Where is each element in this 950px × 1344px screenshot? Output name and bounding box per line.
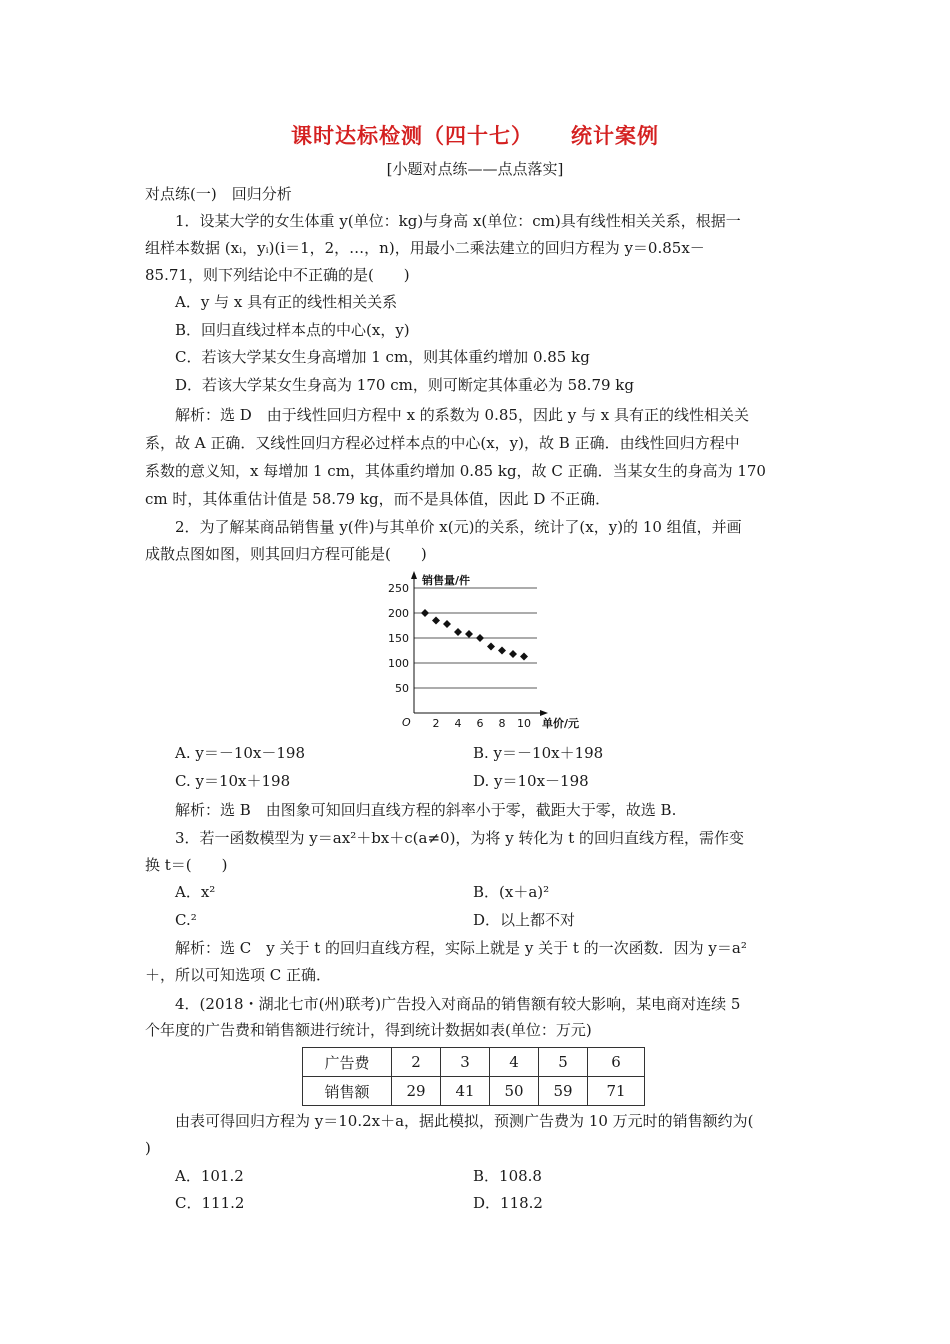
y-tick-label: 200 — [388, 607, 409, 620]
q3-solution-2: ＋，所以可知选项 C 正确． — [145, 966, 332, 984]
table-cell: 3 — [441, 1048, 490, 1077]
y-tick-label: 150 — [388, 632, 409, 645]
q4-option-a: A．101.2 — [175, 1167, 244, 1185]
q1-line-1: 1．设某大学的女生体重 y(单位：kg)与身高 x(单位：cm)具有线性相关关系，根据一 — [175, 212, 741, 230]
title-main: 课时达标检测（四十七） — [291, 123, 533, 148]
table-cell: 29 — [392, 1077, 441, 1106]
x-tick-label: 6 — [476, 717, 484, 730]
table-cell: 6 — [588, 1048, 645, 1077]
q2-option-c: C. y＝10x＋198 — [175, 772, 291, 790]
data-point — [520, 653, 528, 661]
q2-solution: 解析：选 B 由图象可知回归直线方程的斜率小于零，截距大于零，故选 B. — [175, 801, 677, 819]
table-cell: 59 — [539, 1077, 588, 1106]
q1-solution-3: 系数的意义知，x 每增加 1 cm，其体重约增加 0.85 kg，故 C 正确．当某女生的身高为 170 — [145, 462, 766, 480]
title-topic: 统计案例 — [571, 123, 659, 148]
table-row — [303, 1048, 645, 1077]
q2-option-d: D. y＝10x－198 — [473, 772, 589, 790]
q4-line-2: 个年度的广告费和销售额进行统计，得到统计数据如表(单位：万元) — [145, 1021, 592, 1039]
q4-option-c: C．111.2 — [175, 1194, 245, 1212]
x-tick-label: 8 — [498, 717, 506, 730]
q4-line-3: 由表可得回归方程为 y＝10.2x＋a，据此模拟，预测广告费为 10 万元时的销售额约为( — [175, 1112, 754, 1130]
q1-option-b: B．回归直线过样本点的中心(x，y) — [175, 321, 410, 339]
data-point — [432, 617, 440, 625]
data-point — [476, 634, 484, 642]
q3-line-1: 3．若一函数模型为 y＝ax²＋bx＋c(a≠0)，为将 y 转化为 t 的回归直线方程，需作变 — [175, 829, 744, 847]
y-axis-label: 销售量/件 — [422, 574, 471, 587]
x-tick-label: 2 — [432, 717, 440, 730]
table-cell: 5 — [539, 1048, 588, 1077]
data-point — [509, 650, 517, 658]
q1-option-d: D．若该大学某女生身高为 170 cm，则可断定其体重必为 58.79 kg — [175, 376, 634, 394]
page-title — [0, 120, 950, 150]
table-row — [303, 1077, 645, 1106]
table-cell: 50 — [490, 1077, 539, 1106]
q1-option-a: A．y 与 x 具有正的线性相关关系 — [175, 293, 398, 311]
q1-line-3: 85.71，则下列结论中不正确的是( ) — [145, 266, 410, 284]
y-tick-label: 50 — [395, 682, 409, 695]
q2-option-b: B. y＝－10x＋198 — [473, 744, 604, 762]
q3-option-b: B．(x＋a)² — [473, 883, 550, 901]
table-cell: 71 — [588, 1077, 645, 1106]
page-subtitle: [小题对点练——点点落实] — [386, 160, 564, 178]
x-tick-label: 4 — [454, 717, 462, 730]
table-cell: 广告费 — [303, 1048, 392, 1077]
q4-option-d: D．118.2 — [473, 1194, 543, 1212]
data-point — [487, 643, 495, 651]
data-point — [454, 628, 462, 636]
q2-option-a: A. y＝－10x－198 — [175, 744, 306, 762]
q1-solution-4: cm 时，其体重估计值是 58.79 kg，而不是具体值，因此 D 不正确． — [145, 490, 611, 508]
x-tick-label: 10 — [517, 717, 531, 730]
q1-line-2: 组样本数据 (xᵢ，yᵢ)(i＝1，2，…，n)，用最小二乘法建立的回归方程为 y＝0.85x－ — [145, 239, 705, 257]
origin-label: O — [402, 716, 411, 729]
q4-option-b: B．108.8 — [473, 1167, 542, 1185]
data-point — [421, 609, 429, 617]
q3-option-d: D．以上都不对 — [473, 911, 576, 929]
x-axis-label: 单价/元 — [542, 717, 580, 730]
ad-sales-table — [302, 1047, 645, 1106]
q1-solution-2: 系，故 A 正确．又线性回归方程必过样本点的中心(x，y)，故 B 正确．由线性回归方程中 — [145, 434, 740, 452]
table-cell: 4 — [490, 1048, 539, 1077]
q4-line-1: 4．(2018・湖北七市(州)联考)广告投入对商品的销售额有较大影响，某电商对连续 5 — [175, 995, 741, 1013]
q3-line-2: 换 t＝( ) — [145, 856, 228, 874]
q3-solution-1: 解析：选 C y 关于 t 的回归直线方程，实际上就是 y 关于 t 的一次函数．因为 y＝a² — [175, 939, 747, 957]
q3-option-c: C.² — [175, 911, 197, 929]
y-tick-label: 100 — [388, 657, 409, 670]
q2-line-2: 成散点图如图，则其回归方程可能是( ) — [145, 545, 427, 563]
table-cell: 销售额 — [303, 1077, 392, 1106]
data-point — [443, 620, 451, 628]
section-heading: 对点练(一) 回归分析 — [145, 185, 292, 203]
table-cell: 41 — [441, 1077, 490, 1106]
y-axis-arrow — [411, 571, 417, 579]
q4-line-4: ) — [145, 1139, 151, 1157]
q1-option-c: C．若该大学某女生身高增加 1 cm，则其体重约增加 0.85 kg — [175, 348, 590, 366]
q1-solution-1: 解析：选 D 由于线性回归方程中 x 的系数为 0.85，因此 y 与 x 具有正的线性相关关 — [175, 406, 749, 424]
y-tick-label: 250 — [388, 582, 409, 595]
x-axis-arrow — [540, 710, 548, 716]
scatter-chart — [372, 568, 612, 740]
data-point — [465, 630, 473, 638]
q3-option-a: A．x² — [175, 883, 216, 901]
table-cell: 2 — [392, 1048, 441, 1077]
data-point — [498, 647, 506, 655]
q2-line-1: 2．为了解某商品销售量 y(件)与其单价 x(元)的关系，统计了(x，y)的 10 组值，并画 — [175, 518, 742, 536]
